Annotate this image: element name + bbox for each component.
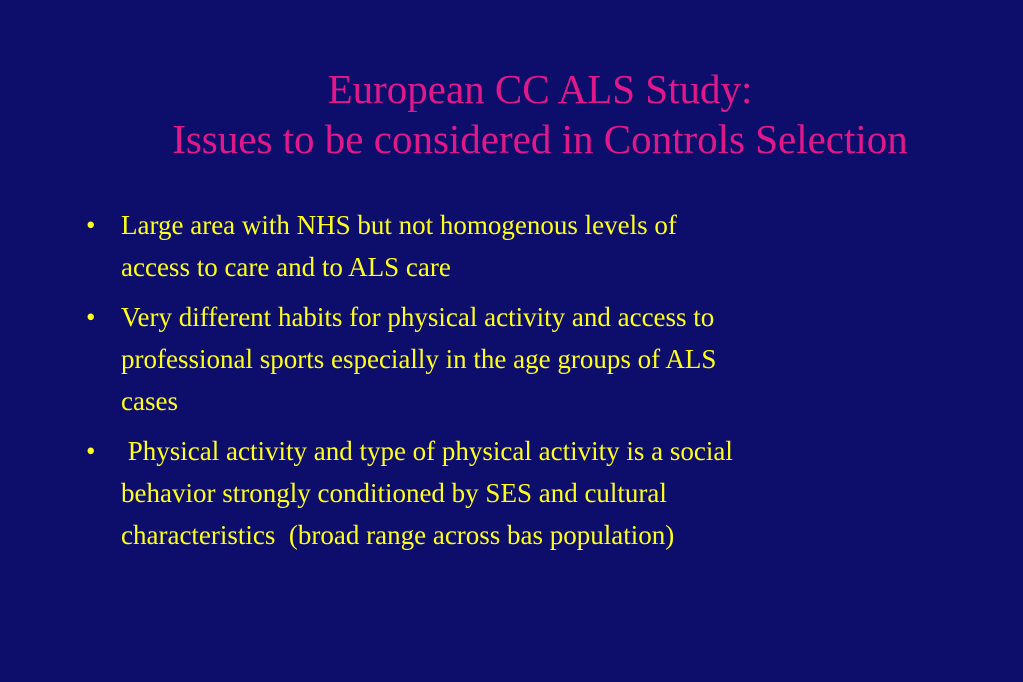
bullet-list — [86, 204, 936, 564]
title-line-1: European CC ALS Study: — [327, 66, 753, 112]
bullet-marker: • — [86, 436, 96, 466]
bullet-item — [86, 430, 936, 556]
bullet-text: Large area with NHS but not homogenous levels of access to care and to ALS care — [121, 210, 677, 282]
bullet-item — [86, 204, 936, 288]
bullet-marker: • — [86, 302, 96, 332]
title-line-2: Issues to be considered in Controls Selection — [172, 116, 908, 162]
bullet-item — [86, 296, 936, 422]
slide-title — [40, 64, 1023, 164]
bullet-marker: • — [86, 210, 96, 240]
bullet-text: Very different habits for physical activity and access to professional sports especially in the age groups of ALS cases — [121, 302, 717, 416]
bullet-text: Physical activity and type of physical activity is a social behavior strongly conditioned by SES and cultural characteristics (broad range across bas population) — [121, 436, 733, 550]
